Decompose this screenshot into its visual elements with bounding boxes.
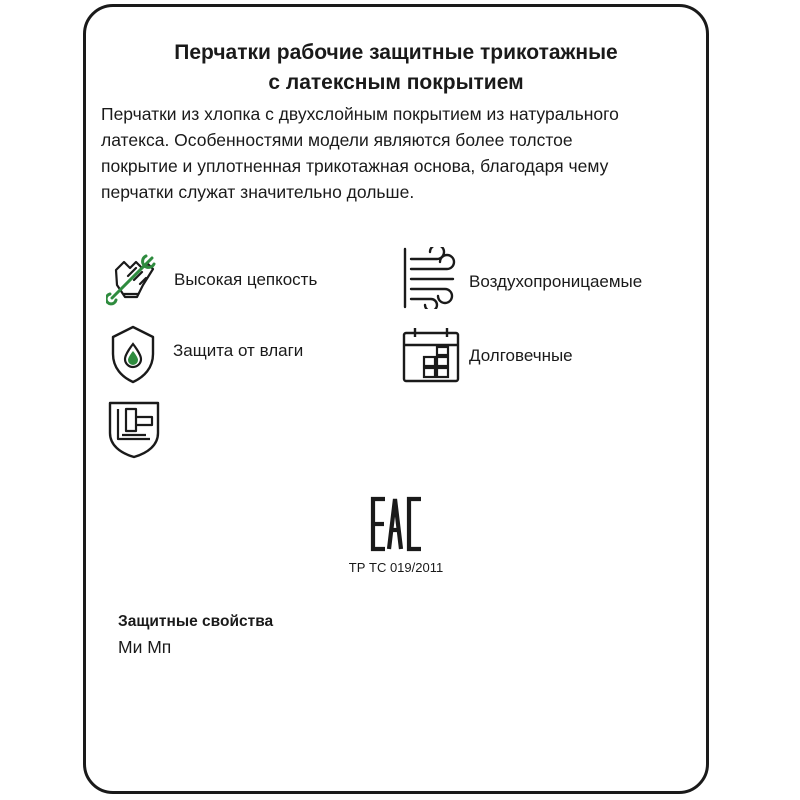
shield-hammer-icon xyxy=(106,399,162,459)
feature-moisture-protection xyxy=(106,324,406,386)
feature-durable xyxy=(401,325,701,387)
calendar-icon xyxy=(401,325,461,383)
feature-label-high-grip: Высокая цепкость xyxy=(174,270,318,289)
feature-high-grip xyxy=(106,250,406,310)
product-card xyxy=(83,4,709,794)
glove-wrench-icon xyxy=(106,250,162,306)
feature-label-moisture-protection: Защита от влаги xyxy=(173,341,304,360)
shield-drop-icon xyxy=(108,324,158,384)
eac-logo xyxy=(369,495,427,553)
protective-properties-title: Защитные свойства xyxy=(118,613,274,630)
feature-breathable xyxy=(401,247,701,312)
product-description: Перчатки из хлопка с двухслойным покрытием из натурального латекса. Особенностями модели являются более толстое покрытие и уплотненная трикотажная основа, благодаря чему перчатки служат значительно дольше. xyxy=(101,104,619,202)
feature-mechanical-protection xyxy=(106,399,176,463)
product-title: Перчатки рабочие защитные трикотажные с латексным покрытием xyxy=(174,41,618,94)
air-flow-icon xyxy=(401,247,461,309)
feature-label-breathable: Воздухопроницаемые xyxy=(469,272,643,291)
certification-standard: ТР ТС 019/2011 xyxy=(348,560,444,575)
feature-label-durable: Долговечные xyxy=(469,346,573,365)
protective-properties-value: Ми Мп xyxy=(118,637,172,657)
